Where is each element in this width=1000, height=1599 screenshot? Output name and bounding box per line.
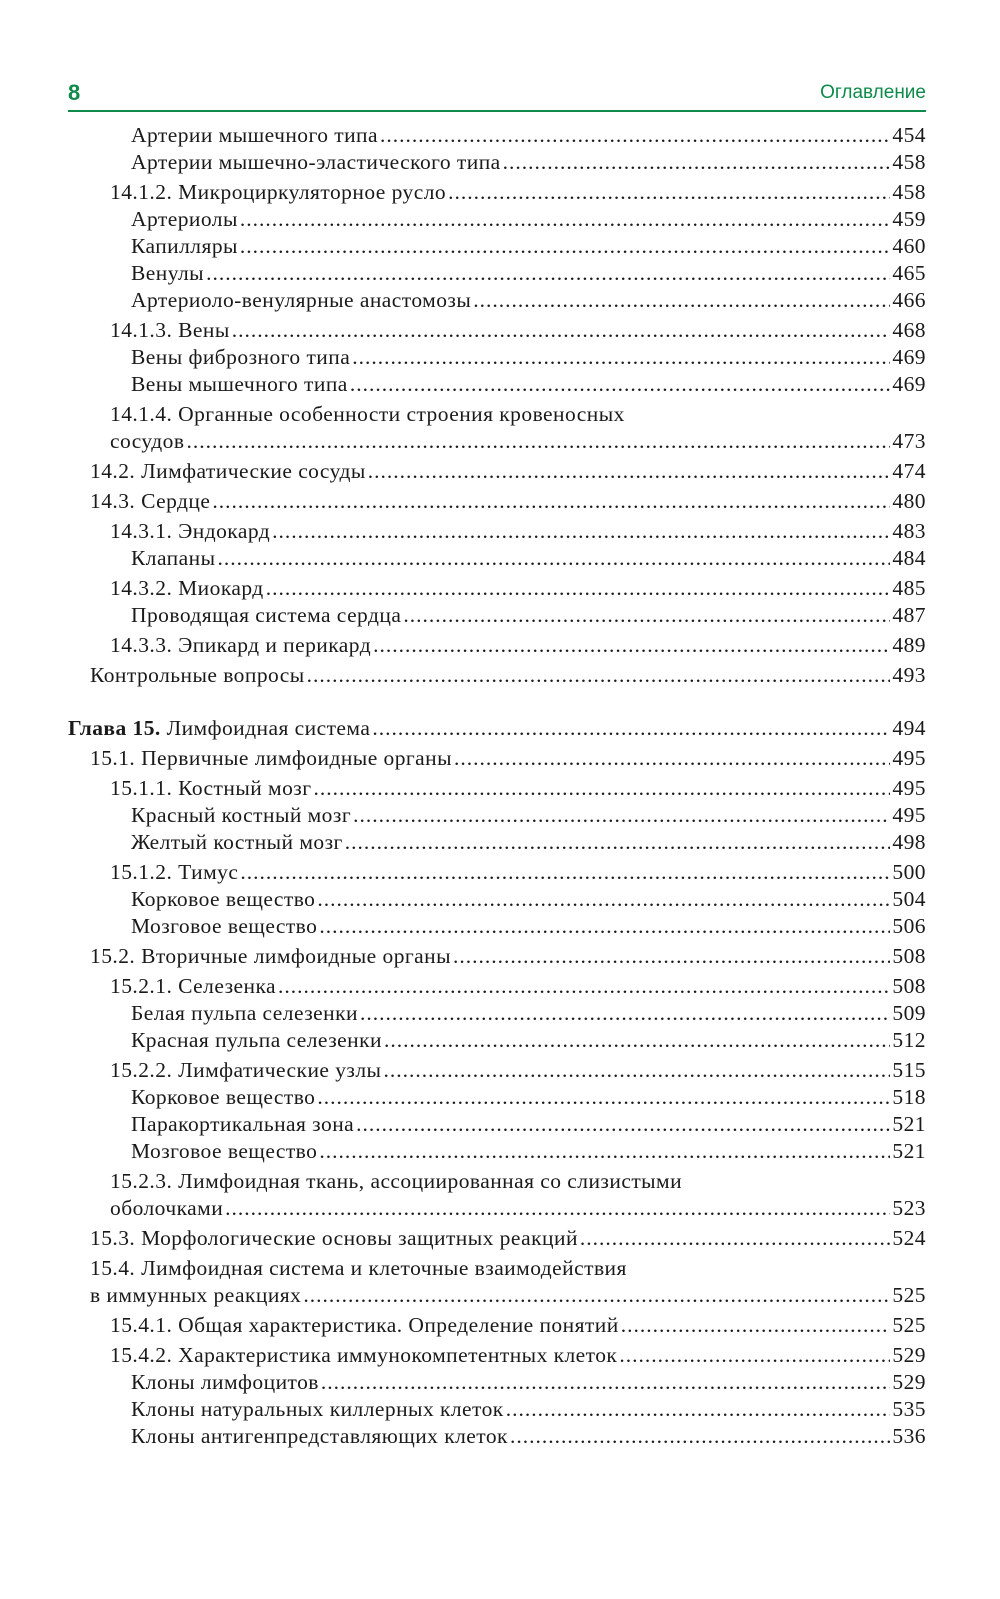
- toc-entry: Вены фиброзного типа ..... 469: [68, 344, 926, 371]
- toc-entry: Клоны лимфоцитов ..... 529: [68, 1369, 926, 1396]
- toc-entry: Мозговое вещество ..... 521: [68, 1138, 926, 1165]
- toc-entry: 14.3.1. Эндокард ..... 483: [68, 518, 926, 545]
- toc-entry: Белая пульпа селезенки ..... 509: [68, 1000, 926, 1027]
- toc-entry: 15.2.2. Лимфатические узлы ..... 515: [68, 1057, 926, 1084]
- toc-entry: 14.3. Сердце ..... 480: [68, 488, 926, 515]
- toc-entry: 15.2.3. Лимфоидная ткань, ассоциированная со слизистыми оболочками ..... 523: [68, 1168, 926, 1222]
- toc-entry: 15.3. Морфологические основы защитных реакций ..... 524: [68, 1225, 926, 1252]
- toc-entry: Вены мышечного типа ..... 469: [68, 371, 926, 398]
- toc-entry: 15.2.1. Селезенка ..... 508: [68, 973, 926, 1000]
- toc-entry: Корковое вещество ..... 504: [68, 886, 926, 913]
- toc-entry: 14.1.3. Вены ..... 468: [68, 317, 926, 344]
- running-title: Оглавление: [820, 82, 926, 103]
- page-header: [68, 80, 926, 112]
- toc-entry: 15.4.1. Общая характеристика. Определение понятий ..... 525: [68, 1312, 926, 1339]
- toc-entry: Артериолы ..... 459: [68, 206, 926, 233]
- toc-entry: 14.3.2. Миокард ..... 485: [68, 575, 926, 602]
- toc-entry: 15.4.2. Характеристика иммунокомпетентных клеток ..... 529: [68, 1342, 926, 1369]
- toc-entry: Клапаны ..... 484: [68, 545, 926, 572]
- toc-entry: Капилляры ..... 460: [68, 233, 926, 260]
- toc-entry: 14.3.3. Эпикард и перикард ..... 489: [68, 632, 926, 659]
- toc-entry: Клоны антигенпредставляющих клеток ..... 536: [68, 1423, 926, 1450]
- toc-entry: Артериоло-венулярные анастомозы ..... 466: [68, 287, 926, 314]
- toc-entry: 15.1.2. Тимус ..... 500: [68, 859, 926, 886]
- toc-entry: Артерии мышечного типа ..... 454: [68, 122, 926, 149]
- toc-chapter-entry: Глава 15. Лимфоидная система ..... 494: [68, 715, 926, 742]
- toc-entry: 14.2. Лимфатические сосуды ..... 474: [68, 458, 926, 485]
- toc-entry: 15.1. Первичные лимфоидные органы ..... 495: [68, 745, 926, 772]
- toc-entry: 15.2. Вторичные лимфоидные органы ..... 508: [68, 943, 926, 970]
- toc-entry: 14.1.4. Органные особенности строения кровеносных сосудов ..... 473: [68, 401, 926, 455]
- chapter-label: Глава 15.: [68, 716, 161, 740]
- toc-entry: Красный костный мозг ..... 495: [68, 802, 926, 829]
- page-number: 8: [68, 80, 81, 105]
- toc-entry: 14.1.2. Микроциркуляторное русло ..... 458: [68, 179, 926, 206]
- toc-entry: Мозговое вещество ..... 506: [68, 913, 926, 940]
- toc-entry: 15.4. Лимфоидная система и клеточные взаимодействия в иммунных реакциях ..... 525: [68, 1255, 926, 1309]
- toc-entry: 15.1.1. Костный мозг ..... 495: [68, 775, 926, 802]
- table-of-contents: [68, 122, 926, 1450]
- toc-entry: Венулы ..... 465: [68, 260, 926, 287]
- toc-entry: Желтый костный мозг ..... 498: [68, 829, 926, 856]
- toc-entry: Клоны натуральных киллерных клеток ..... 535: [68, 1396, 926, 1423]
- toc-entry: Красная пульпа селезенки ..... 512: [68, 1027, 926, 1054]
- toc-entry: Паракортикальная зона ..... 521: [68, 1111, 926, 1138]
- toc-entry: Контрольные вопросы ..... 493: [68, 662, 926, 689]
- toc-entry: Проводящая система сердца ..... 487: [68, 602, 926, 629]
- toc-entry: Артерии мышечно-эластического типа ..... 458: [68, 149, 926, 176]
- toc-entry: Корковое вещество ..... 518: [68, 1084, 926, 1111]
